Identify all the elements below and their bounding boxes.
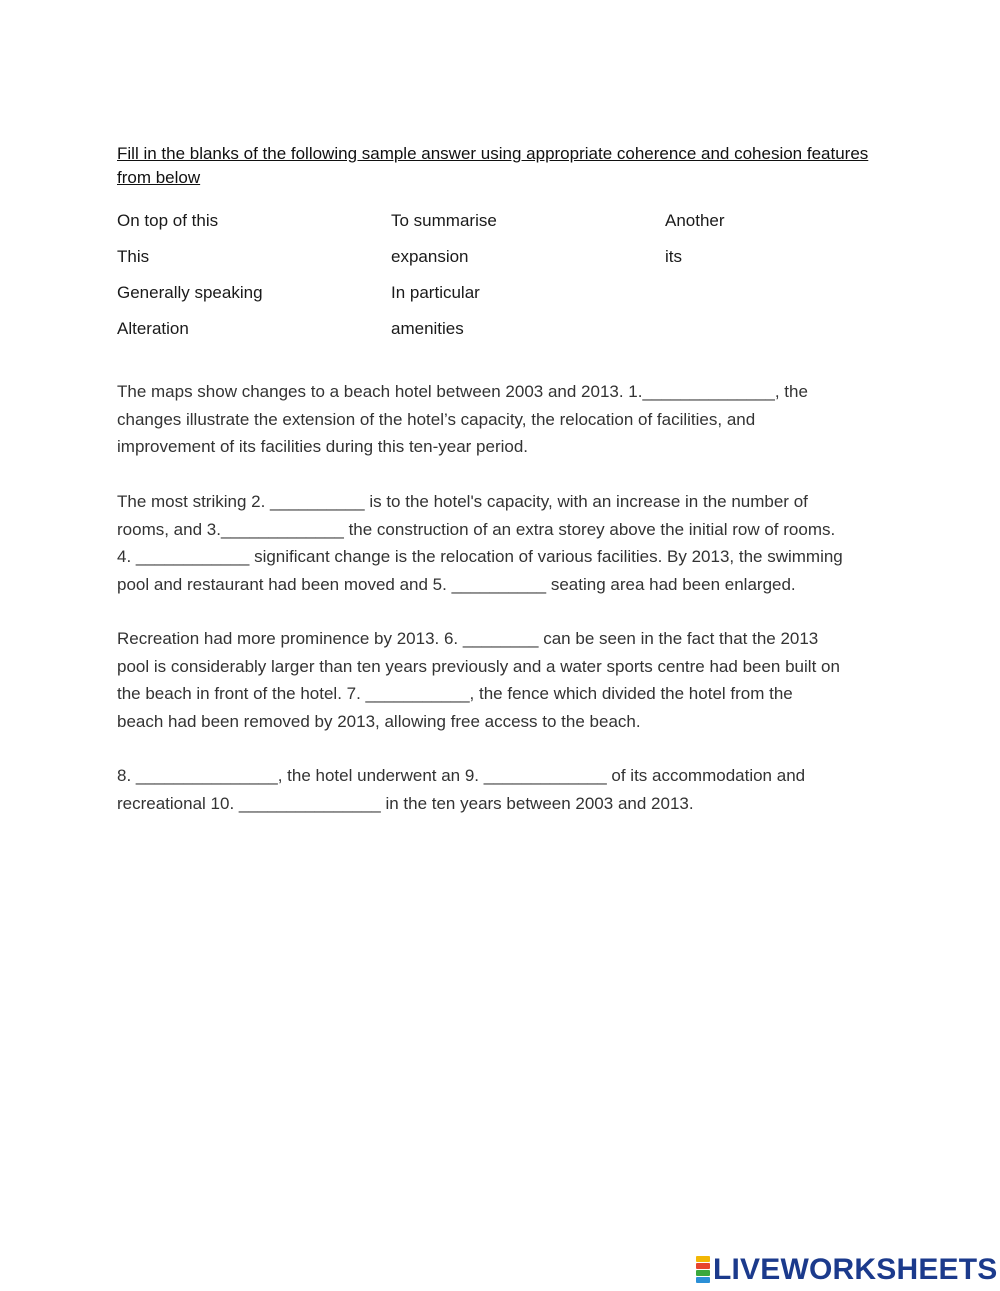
paragraph-recreation (117, 625, 887, 735)
liveworksheets-logo-icon (696, 1256, 710, 1284)
paragraph-line: The most striking 2. __________ is to the hotel's capacity, with an increase in the number of (117, 492, 808, 511)
paragraph-line: beach had been removed by 2013, allowing free access to the beach. (117, 711, 641, 731)
word-bank (117, 209, 887, 353)
paragraph-line: pool and restaurant had been moved and 5. __________ seating area had been enlarged. (117, 574, 796, 594)
word-bank-item: Another (665, 211, 725, 230)
word-bank-item: expansion (391, 247, 469, 266)
paragraph-line: improvement of its facilities during this ten-year period. (117, 437, 529, 456)
paragraph-line: recreational 10. _______________ in the ten years between 2003 and 2013. (117, 793, 694, 813)
word-bank-item: On top of this (117, 211, 219, 230)
paragraph-capacity (117, 488, 887, 598)
paragraph-line: Recreation had more prominence by 2013. 6. ________ can be seen in the fact that the 2013 (117, 629, 819, 648)
paragraph-summary (117, 762, 887, 817)
paragraph-line: 8. _______________, the hotel underwent an 9. _____________ of its accommodation and (117, 766, 806, 785)
word-bank-item: Alteration (117, 319, 189, 338)
paragraph-line: The maps show changes to a beach hotel between 2003 and 2013. 1.______________, the (117, 382, 808, 401)
paragraph-line: 4. ____________ significant change is the relocation of various facilities. By 2013, the swimming (117, 547, 843, 566)
word-bank-item: Generally speaking (117, 283, 263, 302)
paragraph-line: changes illustrate the extension of the hotel’s capacity, the relocation of facilities, and (117, 409, 756, 429)
worksheet-page (117, 142, 887, 813)
paragraph-line: the beach in front of the hotel. 7. ___________, the fence which divided the hotel from the (117, 684, 793, 703)
instructions-heading: Fill in the blanks of the following sample answer using appropriate coherence and cohesion features from below (117, 144, 869, 187)
word-bank-item: amenities (391, 319, 464, 338)
word-bank-item: To summarise (391, 211, 497, 230)
word-bank-item: In particular (391, 283, 480, 302)
word-bank-item: its (665, 247, 682, 266)
paragraph-introduction (117, 378, 887, 461)
logo-text: LIVEWORKSHEETS (713, 1253, 998, 1286)
liveworksheets-logo (696, 1255, 998, 1285)
word-bank-item: This (117, 247, 150, 266)
paragraph-line: rooms, and 3._____________ the construction of an extra storey above the initial row of rooms. (117, 519, 836, 539)
paragraph-line: pool is considerably larger than ten years previously and a water sports centre had been built on (117, 656, 840, 676)
